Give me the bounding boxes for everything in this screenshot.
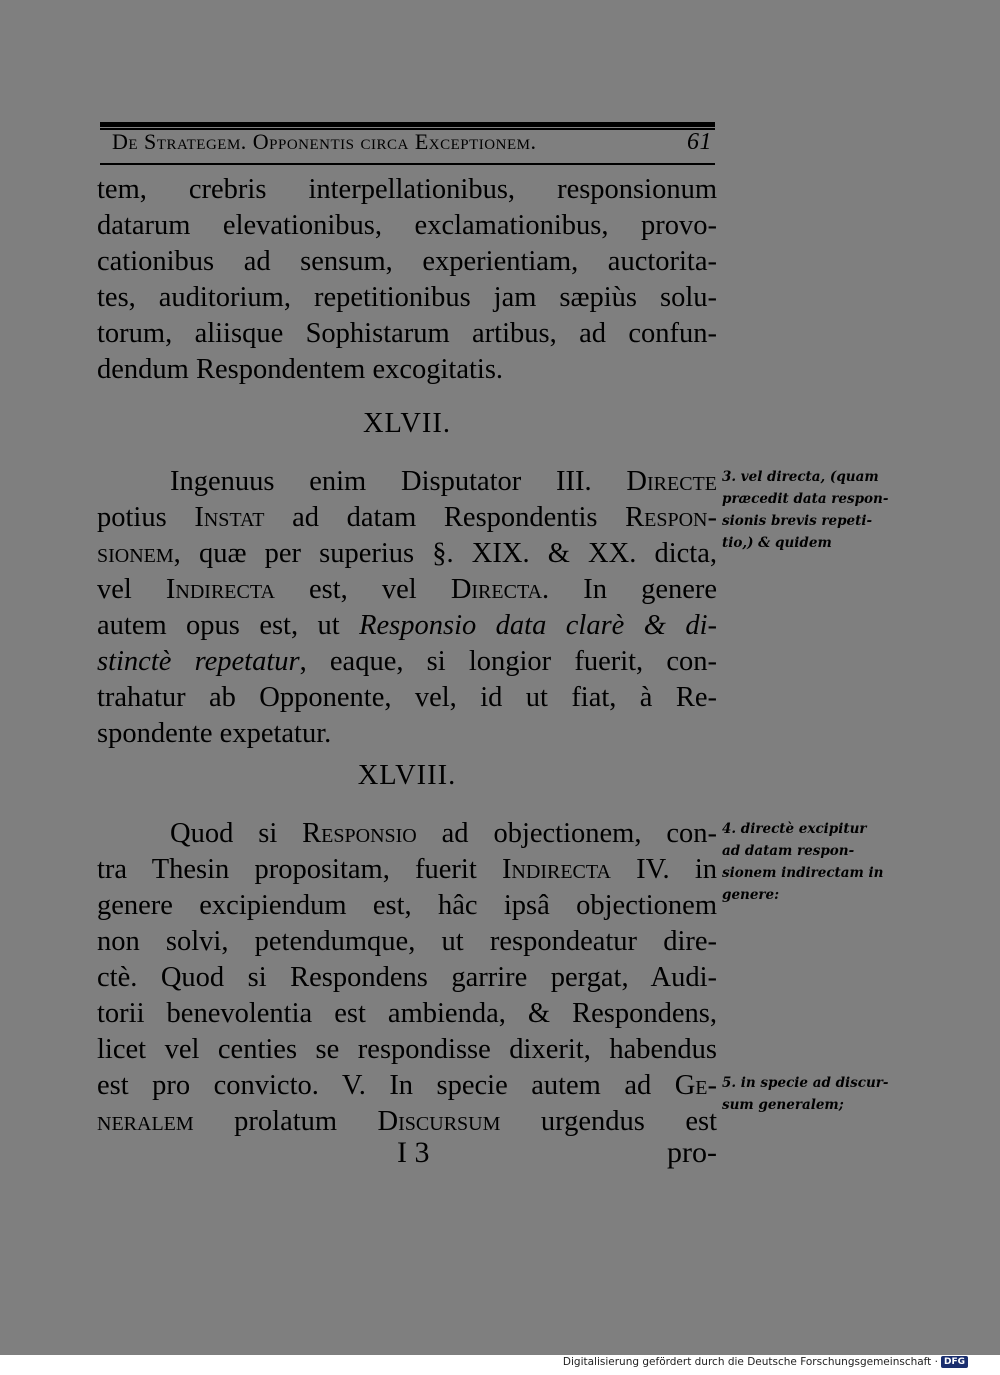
- note-line: ad datam respon-: [722, 843, 855, 859]
- text-line: datarum elevationibus, exclamationibus, provo-: [97, 210, 717, 241]
- note-line: 5. in specie ad discur-: [722, 1075, 889, 1091]
- note-line: 4. directè excipitur: [722, 821, 867, 837]
- text-line: [97, 1104, 717, 1140]
- text-span: Directa.: [450, 574, 550, 605]
- signature-mark: I 3: [397, 1136, 430, 1169]
- text-line: [97, 500, 717, 536]
- text-span: Indirecta: [165, 574, 275, 605]
- text-span: Quod si: [170, 818, 278, 849]
- section-heading: XLVIII.: [357, 760, 457, 791]
- header-rule-top: [100, 122, 715, 127]
- header-title: De Strategem. Opponentis circa Exceptionem.: [112, 129, 537, 154]
- margin-note: [722, 1072, 922, 1116]
- text-line: spondente expetatur.: [97, 718, 332, 749]
- text-line: [97, 536, 717, 572]
- text-line: non solvi, petendumque, ut respondeatur dire-: [97, 926, 717, 957]
- text-span: Respon-: [625, 502, 717, 533]
- text-line: [97, 852, 717, 888]
- text-line: genere excipiendum est, hâc ipsâ objectionem: [97, 890, 717, 921]
- text-span: autem opus est, ut: [97, 610, 340, 641]
- text-span: IV. in: [636, 854, 717, 885]
- text-span: Directe: [626, 466, 717, 497]
- page-signature: [97, 1136, 717, 1176]
- text-span: est pro convicto. V. In specie autem ad: [97, 1070, 652, 1101]
- text-line: ctè. Quod si Respondens garrire pergat, Audi-: [97, 962, 717, 993]
- margin-note: [722, 466, 922, 554]
- catchword: pro-: [667, 1136, 717, 1169]
- text-line: [97, 464, 717, 500]
- note-line: sionis brevis repeti-: [722, 513, 873, 529]
- text-line: licet vel centies se respondisse dixerit, habendus: [97, 1034, 717, 1065]
- text-span: tra Thesin propositam, fuerit: [97, 854, 477, 885]
- text-span: prolatum: [234, 1106, 338, 1137]
- text-line: tes, auditorium, repetitionibus jam sæpiùs solu-: [97, 282, 717, 313]
- dfg-logo: DFG: [941, 1356, 968, 1368]
- header-rule-bottom: [100, 163, 715, 165]
- text-span: , eaque, si longior fuerit, con-: [299, 646, 717, 677]
- text-line: [97, 572, 717, 608]
- text-span: Responsio: [302, 818, 417, 849]
- text-span: Ge-: [674, 1070, 718, 1101]
- text-span: In genere: [583, 574, 718, 605]
- funding-footer: [563, 1356, 968, 1368]
- text-span: potius: [97, 502, 167, 533]
- text-line: [97, 1068, 717, 1104]
- text-line: tem, crebris interpellationibus, responsionum: [97, 174, 717, 205]
- text-span: Discursum: [377, 1106, 501, 1137]
- text-line: [97, 608, 717, 644]
- text-span: est, vel: [309, 574, 417, 605]
- note-line: genere:: [722, 887, 780, 903]
- text-line: torii benevolentia est ambienda, & Respondens,: [97, 998, 717, 1029]
- text-line: cationibus ad sensum, experientiam, auctorita-: [97, 246, 717, 277]
- text-span: Indirecta: [501, 854, 611, 885]
- text-line: [97, 644, 717, 680]
- running-header: [112, 129, 712, 155]
- text-line: torum, aliisque Sophistarum artibus, ad confun-: [97, 318, 717, 349]
- note-line: sum generalem;: [722, 1097, 844, 1113]
- text-span: ad objectionem, con-: [441, 818, 717, 849]
- note-line: sionem indirectam in: [722, 865, 884, 881]
- note-line: 3. vel directa, (quam: [722, 469, 879, 485]
- text-line: trahatur ab Opponente, vel, id ut fiat, à Re-: [97, 682, 717, 713]
- text-line: dendum Respondentem excogitatis.: [97, 354, 504, 385]
- text-span: Responsio data clarè & di-: [359, 610, 717, 641]
- text-span: vel: [97, 574, 132, 605]
- text-span: neralem: [97, 1106, 194, 1137]
- text-span: ad datam Respondentis: [292, 502, 598, 533]
- section-heading: XLVII.: [362, 408, 452, 439]
- page-number: 61: [687, 129, 712, 155]
- text-line: [97, 816, 717, 852]
- text-span: Ingenuus enim Disputator III.: [170, 466, 592, 497]
- text-span: , quæ per superius §. XIX. & XX. dicta,: [173, 538, 717, 569]
- text-span: Instat: [194, 502, 265, 533]
- text-span: stinctè repetatur: [97, 646, 300, 677]
- note-line: præcedit data respon-: [722, 491, 889, 507]
- margin-note: [722, 818, 922, 906]
- text-span: urgendus est: [540, 1106, 717, 1137]
- text-span: sionem: [97, 538, 174, 569]
- note-line: tio,) & quidem: [722, 535, 832, 551]
- footer-text: Digitalisierung gefördert durch die Deutsche Forschungsgemeinschaft ·: [562, 1356, 938, 1368]
